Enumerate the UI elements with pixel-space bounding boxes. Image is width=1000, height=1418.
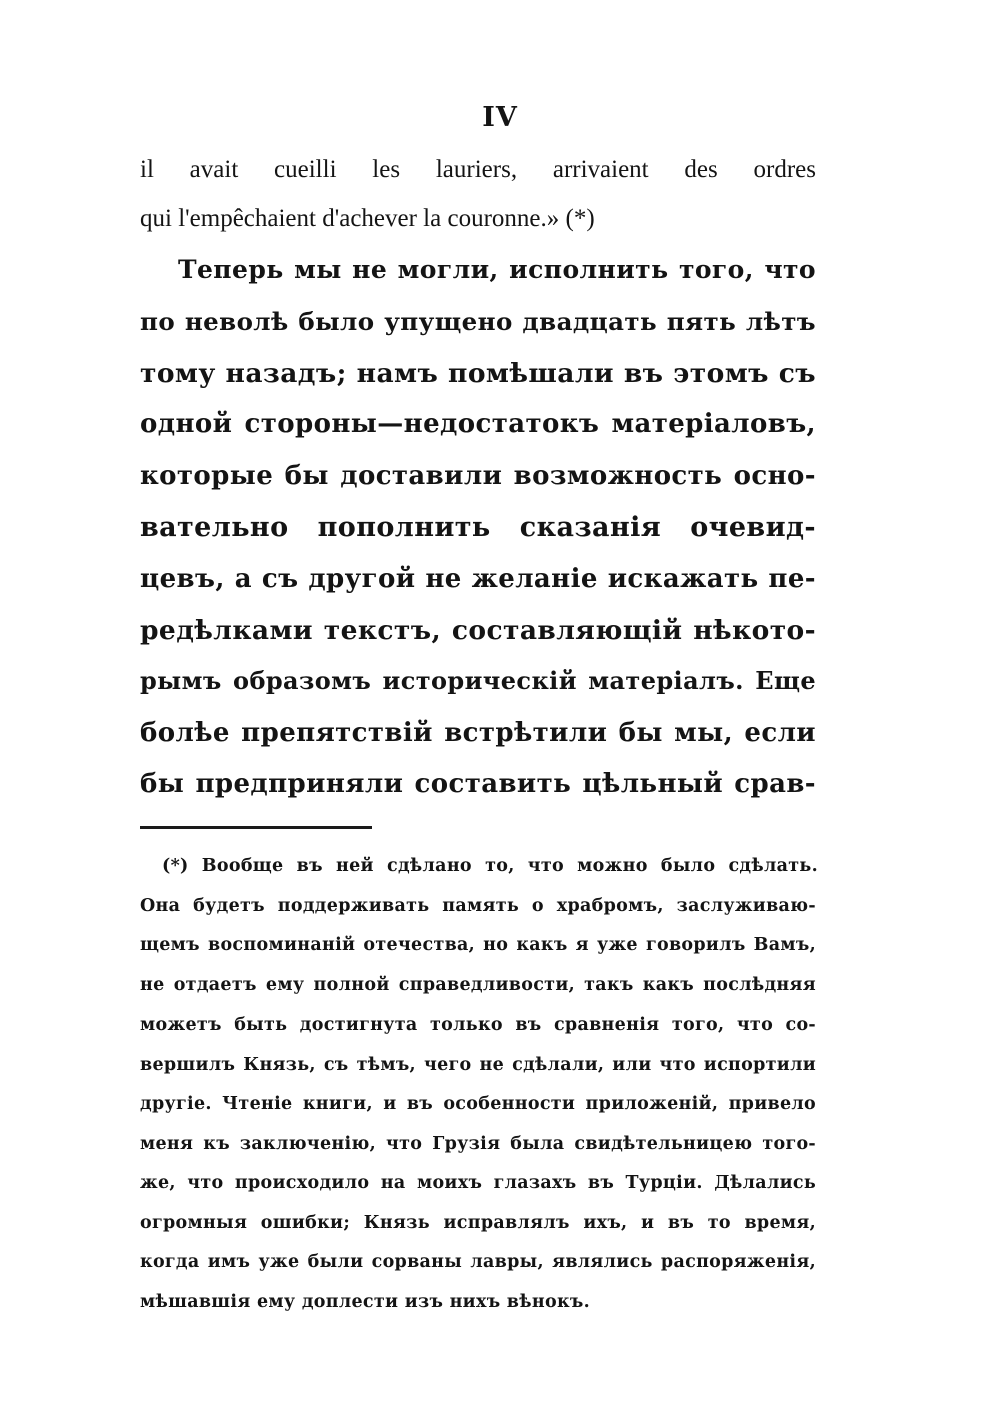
footnote-separator (140, 826, 372, 829)
footnote-line: не отдаетъ ему полной справедливости, такъ какъ послѣдняя (140, 975, 816, 995)
footnote-line: другіе. Чтеніе книги, и въ особенности приложеній, привело (140, 1094, 816, 1114)
footnote-line: вершилъ Князь, съ тѣмъ, чего не сдѣлали, или что испортили (140, 1055, 816, 1075)
footnote-line: (*) Вообще въ ней сдѣлано то, что можно было сдѣлать. (162, 856, 818, 876)
main-text-line: редѣлками текстъ, составляющій нѣкото- (140, 615, 816, 646)
footnote-line: мѣшавшія ему доплести изъ нихъ вѣнокъ. (140, 1292, 591, 1312)
main-text-line: рымъ образомъ историческій матеріалъ. Еще (140, 666, 816, 695)
main-text-line: которые бы доставили возможность осно- (140, 461, 816, 491)
main-text-line: Теперь мы не могли, исполнить того, что (178, 255, 816, 284)
main-text-line: одной стороны—недостатокъ матеріаловъ, (140, 409, 816, 439)
footnote-line: когда имъ уже были сорваны лавры, являлись распоряженія, (140, 1252, 816, 1272)
footnote-line: щемъ воспоминаній отечества, но какъ я уже говорилъ Вамъ, (140, 935, 816, 955)
french-quote-line: qui l'empêchaient d'achever la couronne.» (*) (140, 205, 595, 232)
footnote-line: меня къ заключенію, что Грузія была свидѣтельницею того- (140, 1134, 816, 1154)
footnote-line: огромныя ошибки; Князь исправлялъ ихъ, и въ то время, (140, 1213, 816, 1233)
main-text-line: вательно пополнить сказанія очевид- (140, 512, 816, 543)
main-text-line: болѣе препятствій встрѣтили бы мы, если (140, 718, 816, 748)
french-quote-line: il avait cueilli les lauriers, arrivaient des ordres (140, 156, 816, 183)
main-text-line: тому назадъ; намъ помѣшали въ этомъ съ (140, 358, 816, 389)
page-number: IV (482, 102, 518, 133)
main-text-line: по неволѣ было упущено двадцать пять лѣтъ (140, 307, 816, 336)
footnote-line: же, что происходило на моихъ глазахъ въ Турціи. Дѣлались (140, 1173, 816, 1193)
main-text-line: цевъ, а съ другой не желаніе искажать пе- (140, 564, 816, 594)
main-text-line: бы предприняли составить цѣльный срав- (140, 769, 816, 799)
footnote-line: можетъ быть достигнута только въ сравненія того, что со- (140, 1015, 816, 1035)
footnote-line: Она будетъ поддерживать память о храбромъ, заслуживаю- (140, 896, 816, 916)
